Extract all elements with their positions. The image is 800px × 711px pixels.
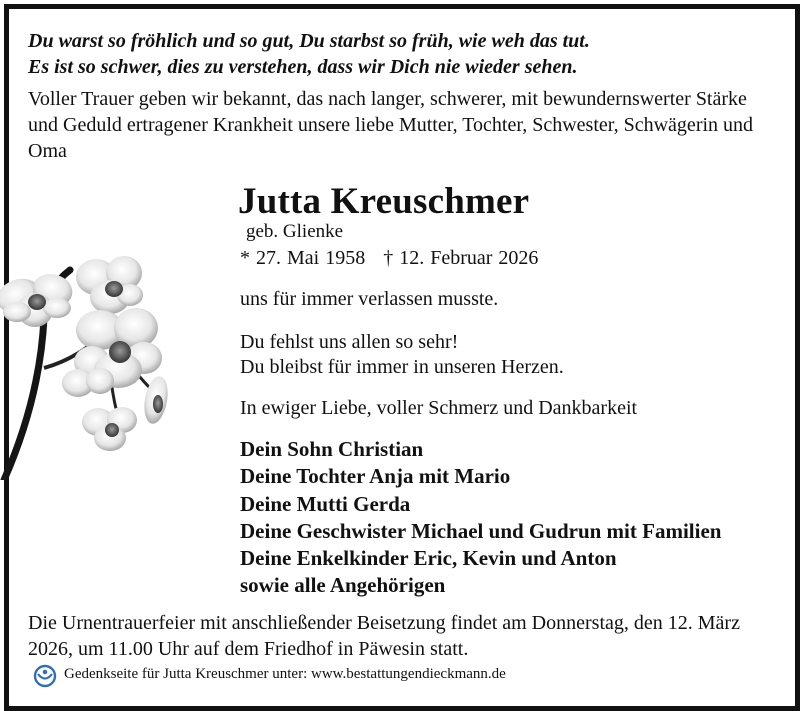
mourner-entry: Deine Enkelkinder Eric, Kevin und Anton bbox=[240, 546, 617, 571]
orchid-icon bbox=[0, 248, 180, 480]
mourner-entry: Deine Tochter Anja mit Mario bbox=[240, 464, 511, 489]
love-line: In ewiger Liebe, voller Schmerz und Dankbarkeit bbox=[240, 397, 638, 419]
announcement-text: Voller Trauer geben wir bekannt, das nach langer, schwerer, mit bewundernswerter Stärke und Geduld ertragener Krankheit unsere liebe Mutter, Tochter, Schwester, Schwägerin und Oma bbox=[28, 88, 754, 162]
mourner-entry: sowie alle Angehörigen bbox=[240, 573, 446, 598]
remembrance-line: Du fehlst uns allen so sehr! bbox=[240, 331, 459, 353]
funeral-info: Die Urnentrauerfeier mit anschließender Beisetzung findet am Donnerstag, den 12. März 2026, um 11.00 Uhr auf dem Friedhof in Päwesin statt. bbox=[28, 612, 740, 660]
mourner-entry: Deine Mutti Gerda bbox=[240, 491, 411, 516]
globe-icon bbox=[33, 664, 57, 688]
memorial-link[interactable]: Gedenkseite für Jutta Kreuschmer unter: www.bestattungendieckmann.de bbox=[64, 666, 506, 682]
remembrance-text bbox=[240, 330, 564, 380]
intro-verse-line: Du warst so fröhlich und so gut, Du starbst so früh, wie weh das tut. bbox=[28, 30, 590, 52]
maiden-name: geb. Glienke bbox=[246, 221, 344, 242]
remembrance-line: Du bleibst für immer in unseren Herzen. bbox=[240, 356, 564, 378]
deceased-name: Jutta Kreuschmer bbox=[238, 181, 530, 222]
intro-verse-line: Es ist so schwer, dies zu verstehen, dass wir Dich nie wieder sehen. bbox=[28, 56, 578, 78]
life-dates: * 27. Mai 1958 † 12. Februar 2026 bbox=[240, 247, 539, 269]
intro-verse bbox=[28, 28, 768, 80]
leaving-text: uns für immer verlassen musste. bbox=[240, 288, 499, 310]
mourner-entry: Dein Sohn Christian bbox=[240, 437, 424, 461]
mourners-list bbox=[240, 436, 721, 600]
mourner-entry: Deine Geschwister Michael und Gudrun mit Familien bbox=[240, 518, 722, 543]
